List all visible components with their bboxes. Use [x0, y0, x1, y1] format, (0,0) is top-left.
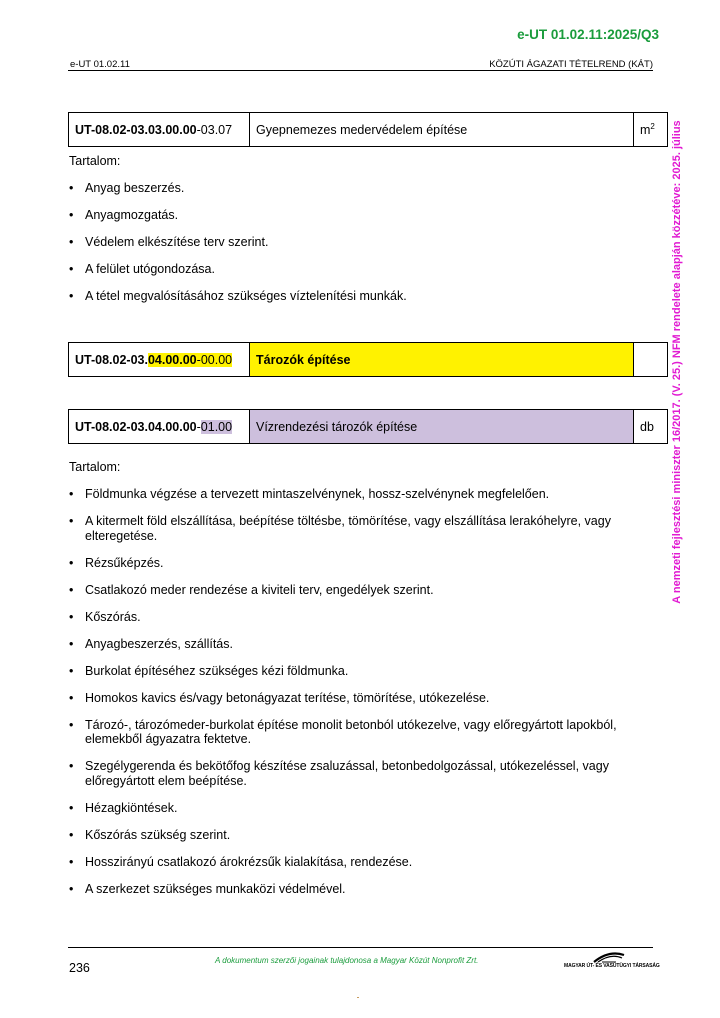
- list-item: • Védelem elkészítése terv szerint.: [69, 235, 649, 250]
- list-item: • A szerkezet szükséges munkaközi védelmével.: [69, 882, 649, 897]
- item-unit: [634, 113, 668, 147]
- item-table-1: [68, 112, 668, 147]
- item-code-dash: -: [196, 352, 201, 367]
- list-item: • Földmunka végzése a tervezett mintaszelvénynek, hossz-szelvénynek megfelelően.: [69, 487, 649, 502]
- logo-text: MAGYAR ÚT- ÉS VASÚTÜGYI TÁRSASÁG: [564, 963, 660, 969]
- item-code-tail: 01.00: [200, 419, 233, 434]
- list-item: • A tétel megvalósításához szükséges víztelenítési munkák.: [69, 289, 649, 304]
- list-item: • Kőszórás.: [69, 610, 649, 625]
- item-title: Vízrendezési tározók építése: [250, 410, 634, 444]
- list-item: • Rézsűképzés.: [69, 556, 649, 571]
- item-title: Gyepnemezes medervédelem építése: [250, 113, 634, 147]
- unit-superscript: 2: [650, 121, 655, 131]
- item-title: Tározók építése: [250, 343, 634, 377]
- list-item: • Anyagmozgatás.: [69, 208, 649, 223]
- list-item: • Anyagbeszerzés, szállítás.: [69, 637, 649, 652]
- list-item: • Burkolat építéséhez szükséges kézi földmunka.: [69, 664, 649, 679]
- header-left: e-UT 01.02.11: [70, 59, 130, 70]
- document-code: e-UT 01.02.11:2025/Q3: [517, 27, 659, 42]
- unit-base: m: [640, 123, 651, 138]
- item-table-2: [68, 342, 668, 377]
- item-code-highlight: 04.00.00: [147, 352, 197, 367]
- list-item: • Hézagkiöntések.: [69, 801, 649, 816]
- content-list-1: [69, 181, 649, 304]
- list-item: • Kőszórás szükség szerint.: [69, 828, 649, 843]
- item-code-main: UT-08.02-03.04.00.00: [75, 419, 197, 434]
- list-item: • Szegélygerenda és bekötőfog készítése zsaluzással, betonbedolgozással, utókezeléssel, vagy előregyártott elem beépítése.: [69, 759, 649, 788]
- footer-rule: [68, 947, 653, 948]
- list-item: • A kitermelt föld elszállítása, beépítése töltésbe, tömörítése, vagy elszállítása lerakóhelyre, vagy elteregetése.: [69, 514, 649, 543]
- content-list-2: [69, 487, 649, 896]
- list-item: • Tározó-, tározómeder-burkolat építése monolit betonból utókezelve, vagy előregyártott lapokból, elemekből ágyazatra fektetve.: [69, 718, 649, 747]
- list-item: • Hosszirányú csatlakozó árokrézsűk kialakítása, rendezése.: [69, 855, 649, 870]
- item-code: [69, 410, 250, 444]
- scan-mark: [357, 997, 359, 998]
- item-code-dash: -: [196, 419, 201, 434]
- copyright-note: A dokumentum szerzői jogainak tulajdonosa a Magyar Közút Nonprofit Zrt.: [215, 956, 479, 965]
- list-item: • A felület utógondozása.: [69, 262, 649, 277]
- item-code-tail: -03.07: [196, 122, 233, 137]
- logo-swoosh-icon: [564, 950, 654, 964]
- list-item: • Anyag beszerzés.: [69, 181, 649, 196]
- item-unit: db: [634, 410, 668, 444]
- item-table-3: [68, 409, 668, 444]
- item-code: [69, 343, 250, 377]
- item-unit: [634, 343, 668, 377]
- header-rule: [68, 70, 653, 71]
- list-item: • Csatlakozó meder rendezése a kiviteli terv, engedélyek szerint.: [69, 583, 649, 598]
- page-number: 236: [69, 961, 90, 975]
- header-right: KÖZÚTI ÁGAZATI TÉTELREND (KÁT): [489, 59, 653, 70]
- item-code-main: UT-08.02-03.: [75, 352, 148, 367]
- publisher-logo: [564, 950, 660, 972]
- item-code-main: UT-08.02-03.03.00.00: [75, 122, 197, 137]
- content-label-1: Tartalom:: [69, 154, 121, 168]
- item-code: [69, 113, 250, 147]
- item-code-tail: 00.00: [200, 352, 233, 367]
- side-publication-note: A nemzeti fejlesztési miniszter 16/2017. (V. 25.) NFM rendelete alapján közzétéve: 2025. július: [671, 120, 683, 604]
- content-label-2: Tartalom:: [69, 460, 121, 474]
- list-item: • Homokos kavics és/vagy betonágyazat terítése, tömörítése, utókezelése.: [69, 691, 649, 706]
